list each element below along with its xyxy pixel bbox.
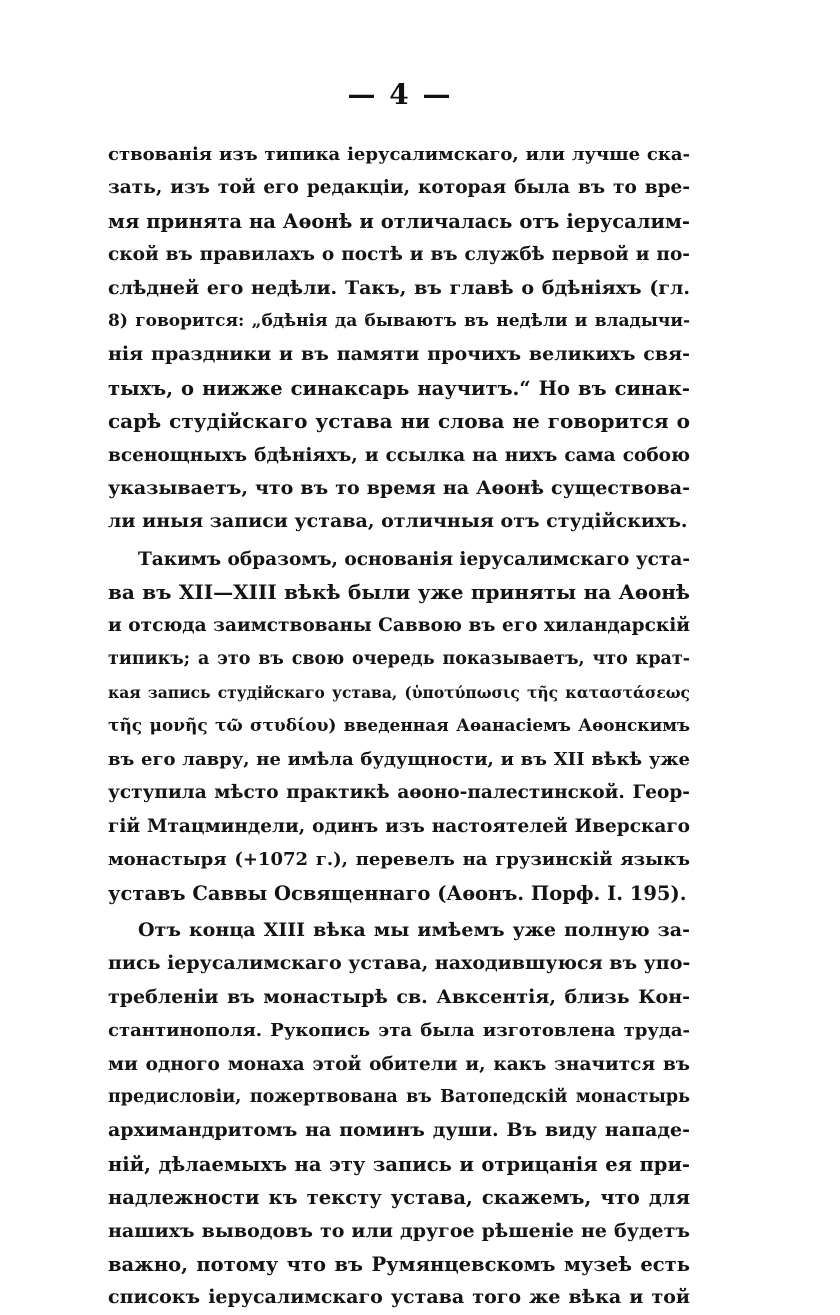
text-line: списокъ іерусалимскаго устава того же вѣка и той — [108, 1286, 690, 1309]
text-line: тыхъ, о нижже синаксарь научитъ.“ Но въ синак- — [108, 376, 690, 400]
text-line: кая запись студійскаго устава, (ὑποτύπωσις τῆς καταστάσεως — [108, 683, 690, 703]
text-line: Отъ конца XIII вѣка мы имѣемъ уже полную за- — [138, 918, 690, 941]
text-line: въ его лавру, не имѣла будущности, и въ XII вѣкѣ уже — [108, 749, 690, 771]
text-line: зать, изъ той его редакціи, которая была въ то вре- — [108, 177, 690, 199]
text-line: мя принята на Аѳонѣ и отличалась отъ іерусалим- — [108, 209, 690, 233]
text-line: слѣдней его недѣли. Такъ, въ главѣ о бдѣніяхъ (гл. — [108, 276, 690, 299]
text-line: и отсюда заимствованы Саввою въ его хиландарскій — [108, 615, 690, 637]
text-line: гій Мтацминдели, одинъ изъ настоятелей Иверскаго — [108, 815, 690, 837]
text-line: уставъ Саввы Освященнаго (Аѳонъ. Порф. I. 195). — [108, 881, 687, 905]
text-line: уступила мѣсто практикѣ аѳоно-палестинской. Геор- — [108, 782, 690, 804]
text-line: архимандритомъ на поминъ души. Въ виду нападе- — [108, 1119, 690, 1142]
text-line: нашихъ выводовъ то или другое рѣшеніе не будетъ — [108, 1219, 690, 1242]
text-line: нія праздники и въ памяти прочихъ великихъ свя- — [108, 343, 690, 366]
text-line: ской въ правилахъ о постѣ и въ службѣ первой и по- — [108, 244, 690, 266]
text-line: требленіи въ монастырѣ св. Авксентія, близь Кон- — [108, 985, 690, 1008]
text-line: стантинополя. Рукопись эта была изготовлена труда- — [108, 1020, 690, 1042]
text-line: Такимъ образомъ, основанія іерусалимскаго уста- — [138, 548, 690, 570]
text-line: указываетъ, что въ то время на Аѳонѣ существова- — [108, 476, 690, 499]
text-line: важно, потому что въ Румянцевскомъ музеѣ есть — [108, 1252, 690, 1276]
text-line: монастыря (+1072 г.), перевелъ на грузинскій языкъ — [108, 849, 690, 871]
page-number: — 4 — — [347, 78, 453, 111]
text-line: ствованія изъ типика іерусалимскаго, или лучше ска- — [108, 144, 690, 165]
text-line: ли иныя записи устава, отличныя отъ студійскихъ. — [108, 510, 688, 533]
text-line: типикъ; а это въ свою очередь показываетъ, что крат- — [108, 648, 690, 669]
text-line: предисловіи, пожертвована въ Ватопедскій монастырь — [108, 1086, 690, 1107]
text-line: пись іерусалимскаго устава, находившуюся въ упо- — [108, 952, 690, 975]
text-line: всенощныхъ бдѣніяхъ, и ссылка на нихъ сама собою — [108, 444, 690, 466]
text-line: 8) говорится: „бдѣнія да бываютъ въ недѣли и владычи- — [108, 310, 690, 331]
text-line: τῆς μονῆς τῶ στυδίου) введенная Аѳанасіемъ Аѳонскимъ — [108, 715, 690, 736]
text-line: ми одного монаха этой обители и, какъ значится въ — [108, 1053, 690, 1075]
text-line: сарѣ студійскаго устава ни слова не говорится о — [108, 409, 690, 434]
text-line: ній, дѣлаемыхъ на эту запись и отрицанія ея при- — [108, 1152, 690, 1176]
text-line: надлежности къ тексту устава, скажемъ, что для — [108, 1186, 690, 1210]
text-line: ва въ XII—XIII вѣкѣ были уже приняты на Аѳонѣ — [108, 580, 690, 605]
body-text — [108, 138, 690, 1315]
